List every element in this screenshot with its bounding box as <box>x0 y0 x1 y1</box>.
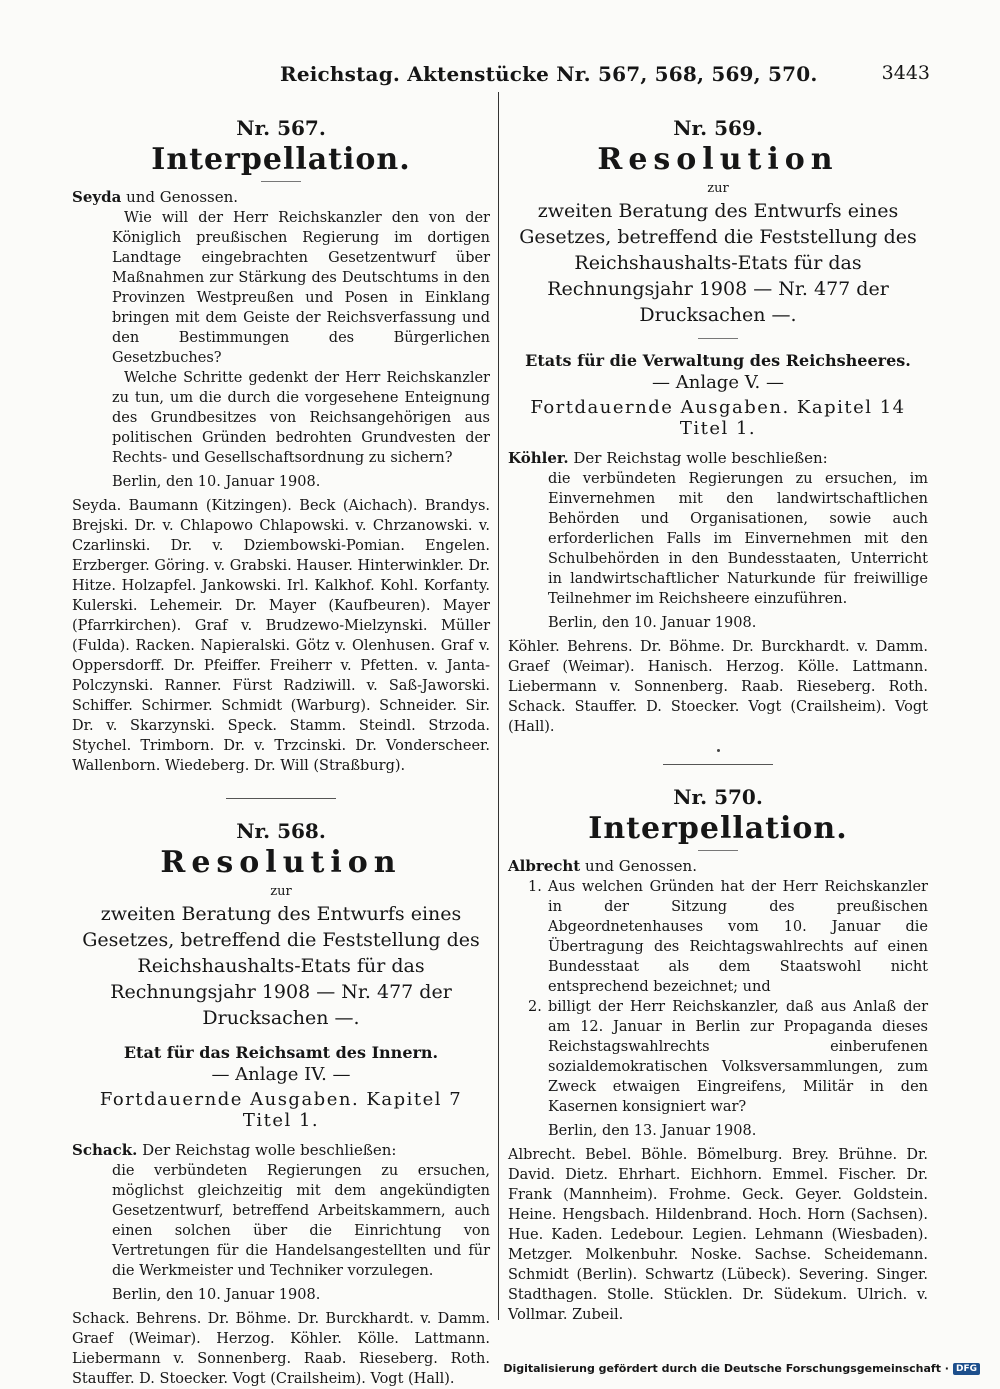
resolution-subject: zweiten Beratung des Entwurfs eines Gesetzes, betreffend die Feststellung des Reichshaushalts-Etats für das Rechnungsjahr 1908 — Nr. 477 der Drucksachen —. <box>519 200 917 326</box>
etat-heading: Etat für das Reichsamt des Innern. <box>123 1043 439 1062</box>
footer-credit <box>503 1362 980 1375</box>
subject-rule <box>698 338 738 339</box>
interpellation-item <box>528 877 928 997</box>
anlage-label: — Anlage IV. — <box>211 1064 351 1085</box>
page-number: 3443 <box>881 62 930 84</box>
document-568 <box>72 819 490 1389</box>
dfg-logo-icon: DFG <box>953 1363 980 1375</box>
mover-line <box>72 1141 490 1159</box>
interpellation-question-1: Wie will der Herr Reichskanzler den von der Königlich preußischen Regierung im dortigen Landtage eingebrachten Gesetzentwurf über Maßnahmen zur Stärkung des Deutschtums in den Provinzen Westpreußen und Posen in Einklang bringen mit dem Geiste der Reichsverfassung und den Bestimmungen des Bürgerlichen Gesetzbuches? <box>112 210 490 366</box>
etat-heading: Etats für die Verwaltung des Reichsheeres. <box>525 351 911 370</box>
page-header <box>60 62 930 92</box>
mover-line <box>508 449 928 467</box>
date-line: Berlin, den 10. Januar 1908. <box>112 1287 321 1303</box>
section-rule <box>663 764 773 765</box>
interpellation-item <box>528 997 928 1117</box>
resolution-text: die verbündeten Regierungen zu ersuchen, im Einvernehmen mit den landwirtschaftlichen Behörden und Organisationen, sowie auch erforderlichen Falls im Einvernehmen mit den Schulbehörden in den Bundesstaaten, Unterricht in landwirtschaftlicher Naturkunde für freiwillige Teilnehmer im Reichsheere einzuführen. <box>548 471 928 607</box>
mover-line <box>508 857 928 875</box>
title-rule <box>698 850 738 851</box>
footer-text: Digitalisierung gefördert durch die Deutsche Forschungsgemeinschaft · <box>503 1362 949 1375</box>
ausgaben-line: Fortdauernde Ausgaben. Kapitel 14 Titel 1. <box>530 397 906 439</box>
mover-line <box>72 188 490 206</box>
mover-rest: und Genossen. <box>585 857 697 875</box>
mover-name: Schack. <box>72 1141 138 1159</box>
doc-number: Nr. 568. <box>236 819 326 843</box>
resolution-subject: zweiten Beratung des Entwurfs eines Gesetzes, betreffend die Feststellung des Reichshaushalts-Etats für das Rechnungsjahr 1908 — Nr. 477 der Drucksachen —. <box>82 903 480 1029</box>
mover-rest: und Genossen. <box>126 188 239 206</box>
item-number: 1. <box>528 879 542 895</box>
signers: Seyda. Baumann (Kitzingen). Beck (Aichach). Brandys. Brejski. Dr. v. Chlapowo Chlapowski. v. Chrzanowski. v. Czarlinski. Dr. v. Dziembowski-Pomian. Engelen. Erzberger. Göring. v. Grabski. Hauser. Hinterwinkler. Dr. Hitze. Holzapfel. Jankowski. Irl. Kalkhof. Kohl. Korfanty. Kulerski. Lehemeir. Dr. Mayer (Kaufbeuren). Mayer (Pfarrkirchen). Graf v. Brudzewo-Mielzynski. Müller (Fulda). Racken. Napieralski. Götz v. Olenhusen. Graf v. Oppersdorff. Dr. Pfeiffer. Freiherr v. Pfetten. v. Janta-Polczynski. Ranner. Fürst Radziwill. v. Saß-Jaworski. Schiffer. Schirmer. Schmidt (Warburg). Schneider. Sir. Dr. v. Skarzynski. Speck. Stamm. Steindl. Strzoda. Stychel. Trimborn. Dr. v. Trzcinski. Dr. Vonderscheer. Wallenborn. Wiedeberg. Dr. Will (Straßburg). <box>72 498 490 774</box>
separator-dot <box>717 749 720 752</box>
title-rule <box>261 181 301 182</box>
mover-rest: Der Reichstag wolle beschließen: <box>142 1141 397 1159</box>
mover-name: Seyda <box>72 188 122 206</box>
doc-number: Nr. 567. <box>236 116 326 140</box>
item-number: 2. <box>528 999 542 1015</box>
doc-title: Interpellation. <box>151 142 411 177</box>
right-column <box>508 110 928 1325</box>
mover-rest: Der Reichstag wolle beschließen: <box>573 449 828 467</box>
date-line: Berlin, den 13. Januar 1908. <box>548 1123 757 1139</box>
mover-name: Albrecht <box>508 857 581 875</box>
interpellation-question-2: Welche Schritte gedenkt der Herr Reichskanzler zu tun, um die durch die vorgesehene Enteignung des Grundbesitzes von Reichsangehörigen aus politischen Gründen bedrohten Grundvesten der Rechts- und Gesellschaftsordnung zu sichern? <box>112 370 490 466</box>
signers: Albrecht. Bebel. Böhle. Bömelburg. Brey. Brühne. Dr. David. Dietz. Ehrhart. Eichhorn. Emmel. Fischer. Dr. Frank (Mannheim). Frohme. Geck. Geyer. Goldstein. Heine. Hengsbach. Hildenbrand. Hoch. Horn (Sachsen). Hue. Kaden. Ledebour. Legien. Lehmann (Wiesbaden). Metzger. Molkenbuhr. Noske. Sachse. Scheidemann. Schmidt (Berlin). Schwartz (Lübeck). Severing. Singer. Stadthagen. Stolle. Stücklen. Dr. Südekum. Ulrich. v. Vollmar. Zubeil. <box>508 1147 928 1323</box>
zur-label: zur <box>270 884 292 899</box>
date-line: Berlin, den 10. Januar 1908. <box>548 615 757 631</box>
doc-title: Resolution <box>597 142 839 177</box>
doc-number: Nr. 569. <box>673 116 763 140</box>
anlage-label: — Anlage V. — <box>652 372 784 393</box>
section-rule <box>226 798 336 799</box>
ausgaben-line: Fortdauernde Ausgaben. Kapitel 7 Titel 1. <box>99 1089 463 1131</box>
doc-number: Nr. 570. <box>673 785 763 809</box>
signers: Schack. Behrens. Dr. Böhme. Dr. Burckhardt. v. Damm. Graef (Weimar). Herzog. Köhler. Kölle. Lattmann. Liebermann v. Sonnenberg. Raab. Rieseberg. Roth. Stauffer. D. Stoecker. Vogt (Crailsheim). Vogt (Hall). <box>72 1311 490 1387</box>
running-title: Reichstag. Aktenstücke Nr. 567, 568, 569, 570. <box>280 62 818 86</box>
signers: Köhler. Behrens. Dr. Böhme. Dr. Burckhardt. v. Damm. Graef (Weimar). Hanisch. Herzog. Kölle. Lattmann. Liebermann v. Sonnenberg. Raab. Rieseberg. Roth. Schack. Stauffer. D. Stoecker. Vogt (Crailsheim). Vogt (Hall). <box>508 639 928 735</box>
zur-label: zur <box>707 181 729 196</box>
left-column <box>72 110 490 1389</box>
document-569 <box>508 116 928 737</box>
item-text: billigt der Herr Reichskanzler, daß aus Anlaß der am 12. Januar in Berlin zur Propaganda dieses Reichstagswahlrechts einberufenen sozialdemokratischen Volksversammlungen, zum Zweck etwaigen Eingreifens, Militär in den Kasernen konsigniert war? <box>548 999 928 1115</box>
doc-title: Resolution <box>160 845 402 880</box>
document-567 <box>72 116 490 776</box>
mover-name: Köhler. <box>508 449 569 467</box>
column-divider <box>498 92 499 1320</box>
doc-title: Interpellation. <box>588 811 848 846</box>
item-text: Aus welchen Gründen hat der Herr Reichskanzler in der Sitzung des preußischen Abgeordnetenhauses vom 10. Januar die Übertragung des Reichtagswahlrechts auf einen Bundesstaat als dem Staatswohl nicht entsprechend bezeichnet; und <box>548 879 928 995</box>
date-line: Berlin, den 10. Januar 1908. <box>112 474 321 490</box>
resolution-text: die verbündeten Regierungen zu ersuchen, möglichst gleichzeitig mit dem angekündigten Gesetzentwurf, betreffend Arbeitskammern, auch einen solchen über die Einrichtung von Vertretungen für die Handelsangestellten und für die Werkmeister und Techniker vorzulegen. <box>112 1163 490 1279</box>
document-570 <box>508 785 928 1325</box>
